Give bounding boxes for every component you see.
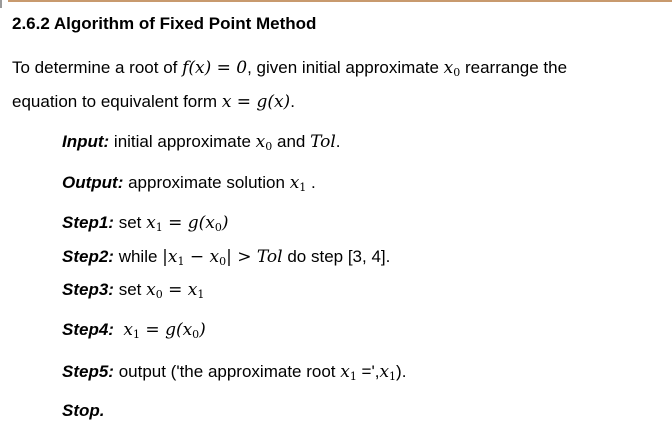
section-heading: 2.6.2 Algorithm of Fixed Point Method xyxy=(12,14,317,33)
step2-text: do step [3, 4]. xyxy=(282,247,391,266)
equation-fx: f(x) = 0 xyxy=(182,58,248,78)
step4-equation: $x_1 = g(x_0)$ xyxy=(123,320,206,341)
step1-label: Step1: xyxy=(62,213,114,232)
step3-label: Step3: xyxy=(62,280,114,299)
equation-gx: x = g(x) xyxy=(221,92,291,112)
step5-text: output ('the approximate root xyxy=(113,362,341,381)
stop-label: Stop. xyxy=(62,401,105,420)
step2-label: Step2: xyxy=(62,247,114,266)
step1-text: set xyxy=(113,213,147,232)
step2-condition: $|x_1 - x_0|$ > Tol xyxy=(162,247,283,268)
output-label: Output: xyxy=(62,173,124,192)
step5-label: Step5: xyxy=(62,362,114,381)
step2-line xyxy=(62,247,390,268)
step5-line xyxy=(62,362,406,383)
input-text: . xyxy=(335,132,341,151)
variable-x0: $x_0$ xyxy=(255,132,273,153)
step3-equation: $x_0 = x_1$ xyxy=(146,280,205,301)
step5-text: ). xyxy=(396,362,407,381)
variable-x1: $x_1$ xyxy=(340,362,357,383)
stop-line xyxy=(62,401,105,421)
intro-text: , given initial approximate xyxy=(247,58,444,77)
step2-text: while xyxy=(113,247,163,266)
output-text: approximate solution xyxy=(123,173,290,192)
step3-text: set xyxy=(113,280,147,299)
variable-x0: $x_0$ xyxy=(443,58,461,79)
step4-label: Step4: xyxy=(62,320,114,339)
step1-line xyxy=(62,213,228,234)
step5-text: =', xyxy=(356,362,380,381)
input-line xyxy=(62,132,341,153)
left-edge-mark xyxy=(0,0,2,8)
top-rule xyxy=(8,0,672,2)
tol-symbol: Tol xyxy=(310,132,336,152)
input-text: initial approximate xyxy=(109,132,256,151)
intro-text: rearrange the xyxy=(460,58,568,77)
step4-line xyxy=(62,320,206,341)
input-text: and xyxy=(272,132,311,151)
output-text: . xyxy=(306,173,316,192)
output-line xyxy=(62,173,316,194)
intro-text: equation to equivalent form xyxy=(12,92,222,111)
step3-line xyxy=(62,280,204,301)
input-label: Input: xyxy=(62,132,110,151)
step1-equation: $x_1 = g(x_0)$ xyxy=(146,213,229,234)
variable-x1: $x_1$ xyxy=(379,362,397,383)
intro-text: . xyxy=(290,92,295,111)
intro-line-2 xyxy=(12,92,295,112)
intro-line-1 xyxy=(12,58,567,79)
variable-x1: $x_1$ xyxy=(289,173,307,194)
intro-text: To determine a root of xyxy=(12,58,183,77)
